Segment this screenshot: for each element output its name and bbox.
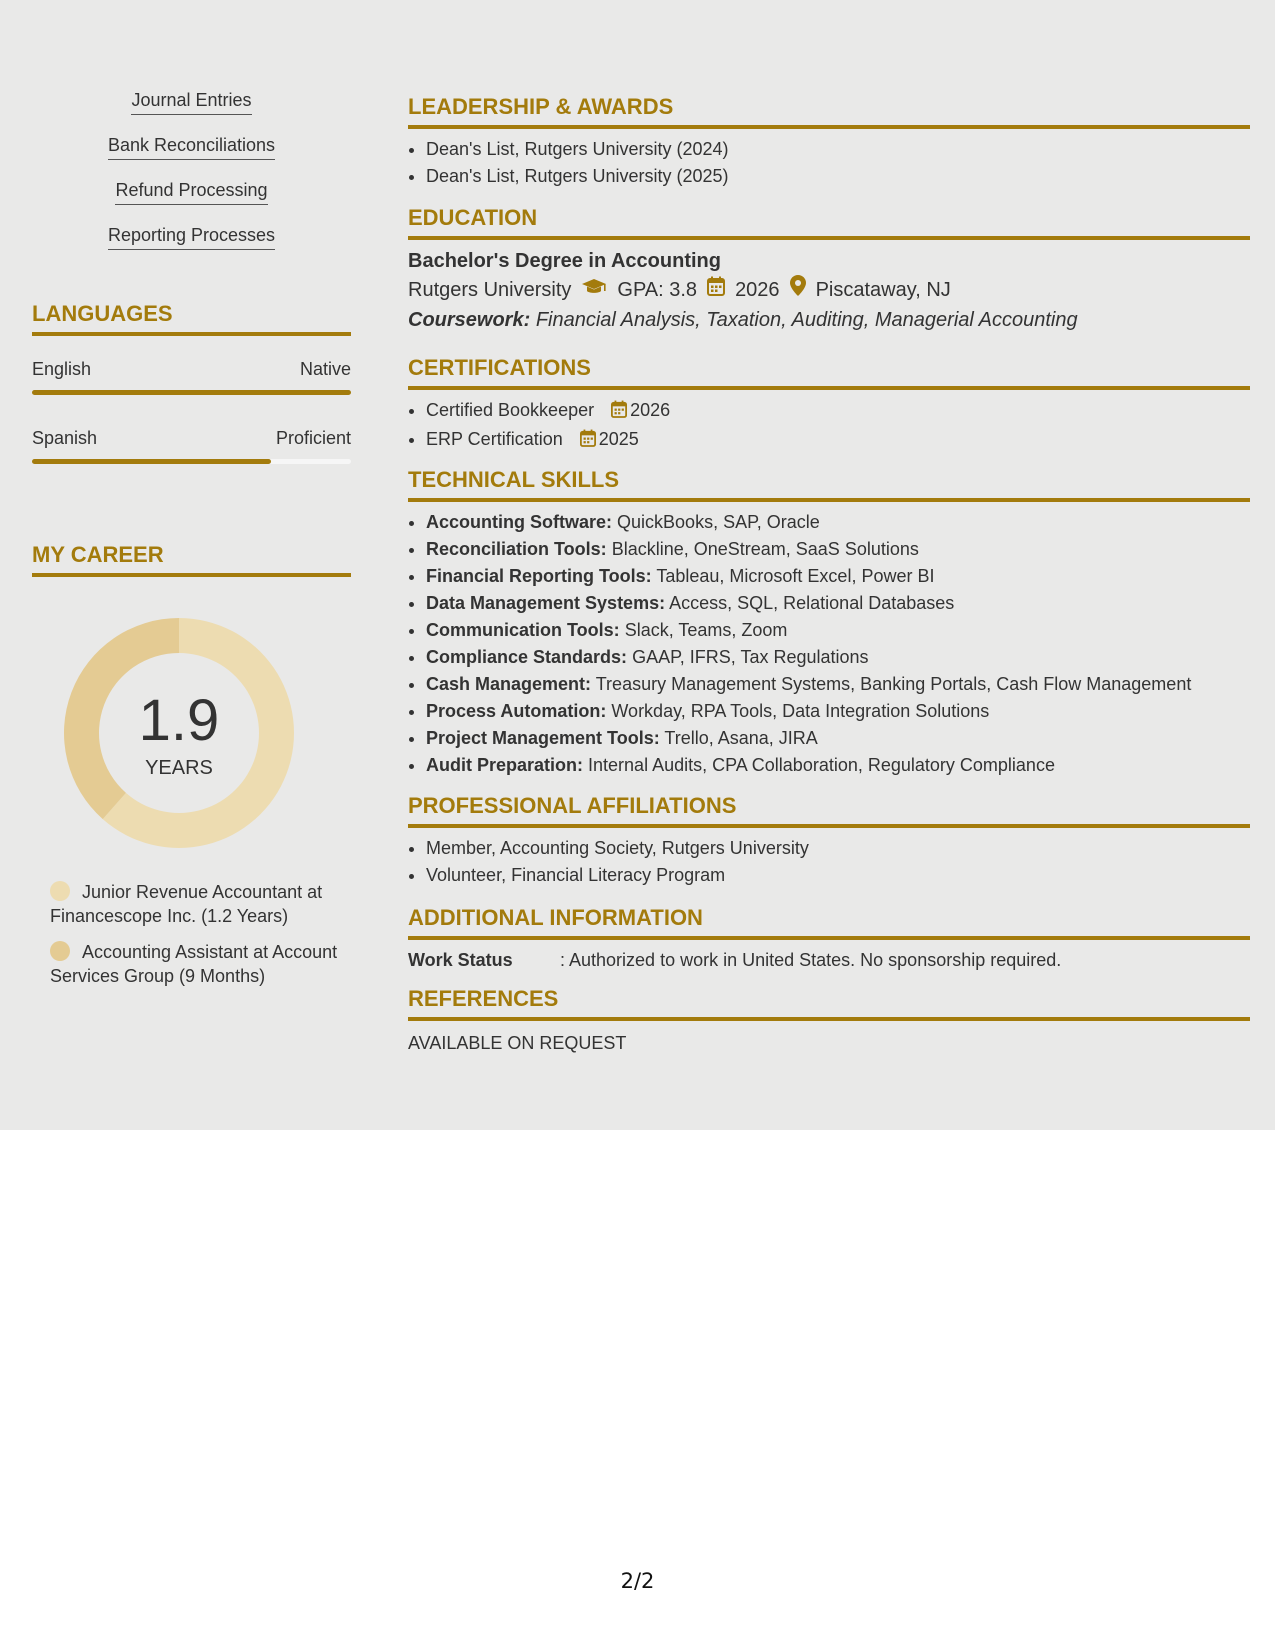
degree-title: Bachelor's Degree in Accounting (408, 250, 721, 272)
section-heading: EDUCATION (408, 204, 1250, 240)
career-legend-item: Junior Revenue Accountant at Financescope Inc. (1.2 Years) (50, 882, 323, 926)
language-spanish (32, 426, 351, 464)
legend-dot (50, 881, 70, 901)
legend-dot (50, 941, 70, 961)
list-item: • Dean's List, Rutgers University (2024) (426, 136, 1250, 163)
list-item: • Financial Reporting Tools: Tableau, Microsoft Excel, Power BI (426, 563, 1250, 590)
language-name: Spanish (32, 428, 98, 448)
affiliations-section (408, 792, 1250, 889)
graduation-year: 2026 (735, 279, 780, 301)
skill-tag: Bank Reconciliations (32, 132, 351, 177)
list-item: • Communication Tools: Slack, Teams, Zoom (426, 617, 1250, 644)
technical-skills-list (408, 509, 1250, 779)
page-number: 2/2 (620, 1569, 655, 1593)
additional-information-section (408, 904, 1250, 974)
career-legend-item: Accounting Assistant at Account Services Group (9 Months) (50, 942, 338, 986)
technical-skills-section (408, 466, 1250, 779)
skill-tag: Reporting Processes (32, 222, 351, 267)
list-item: • Member, Accounting Society, Rutgers University (426, 835, 1250, 862)
language-english (32, 357, 351, 395)
education-section (408, 204, 1250, 335)
language-bar (32, 459, 351, 464)
certifications-section (408, 354, 1250, 455)
skill-tag: Refund Processing (32, 177, 351, 222)
skill-tags (32, 87, 351, 267)
education-meta (408, 275, 1250, 305)
list-item: • Cash Management: Treasury Management Systems, Banking Portals, Cash Flow Management (426, 671, 1250, 698)
graduation-cap-icon (581, 275, 607, 305)
list-item: • Volunteer, Financial Literacy Program (426, 862, 1250, 889)
calendar-icon (611, 399, 627, 426)
career-heading: MY CAREER (32, 541, 351, 577)
coursework: Coursework: Financial Analysis, Taxation, Auditing, Managerial Accounting (408, 309, 1078, 331)
references-section (408, 985, 1250, 1056)
career-legend (50, 880, 340, 1000)
leadership-section (408, 93, 1250, 190)
section-heading: CERTIFICATIONS (408, 354, 1250, 390)
list-item: • Process Automation: Workday, RPA Tools, Data Integration Solutions (426, 698, 1250, 725)
section-heading: TECHNICAL SKILLS (408, 466, 1250, 502)
list-item: • Accounting Software: QuickBooks, SAP, Oracle (426, 509, 1250, 536)
section-heading: REFERENCES (408, 985, 1250, 1021)
work-status: Work Status : Authorized to work in United States. No sponsorship required. (408, 950, 1062, 970)
references-text: AVAILABLE ON REQUEST (408, 1033, 627, 1053)
list-item: • Project Management Tools: Trello, Asana, JIRA (426, 725, 1250, 752)
language-bar-fill (32, 390, 351, 395)
section-heading: PROFESSIONAL AFFILIATIONS (408, 792, 1250, 828)
list-item: • Data Management Systems: Access, SQL, Relational Databases (426, 590, 1250, 617)
career-unit: YEARS (145, 757, 213, 779)
list-item: • Certified Bookkeeper 2026 (426, 397, 1250, 426)
section-heading: LEADERSHIP & AWARDS (408, 93, 1250, 129)
section-heading: ADDITIONAL INFORMATION (408, 904, 1250, 940)
location-pin-icon (790, 275, 806, 305)
language-name: English (32, 359, 92, 379)
school-name: Rutgers University (408, 279, 572, 301)
language-level: Native (299, 359, 351, 379)
language-bar-fill (32, 459, 271, 464)
school-location: Piscataway, NJ (815, 279, 951, 301)
calendar-icon (580, 428, 596, 455)
career-total: 1.9 (138, 688, 220, 753)
gpa: GPA: 3.8 (617, 279, 698, 301)
list-item: • Audit Preparation: Internal Audits, CPA Collaboration, Regulatory Compliance (426, 752, 1250, 779)
language-level: Proficient (275, 428, 351, 448)
language-bar (32, 390, 351, 395)
list-item: • Dean's List, Rutgers University (2025) (426, 163, 1250, 190)
list-item: • Compliance Standards: GAAP, IFRS, Tax Regulations (426, 644, 1250, 671)
skill-tag: Journal Entries (32, 87, 351, 132)
list-item: • Reconciliation Tools: Blackline, OneStream, SaaS Solutions (426, 536, 1250, 563)
calendar-icon (707, 275, 725, 305)
list-item: • ERP Certification 2025 (426, 426, 1250, 455)
languages-heading: LANGUAGES (32, 300, 351, 336)
career-donut (64, 618, 294, 853)
